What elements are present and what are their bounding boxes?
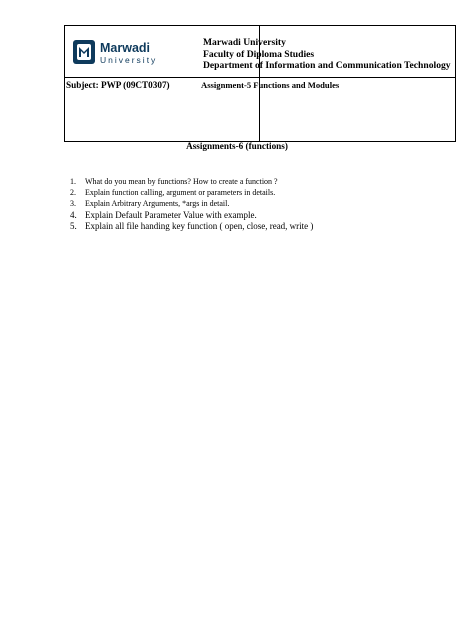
- table-row-divider: [65, 77, 455, 78]
- logo-name: Marwadi: [100, 41, 151, 55]
- subject-label: Subject: PWP (09CT0307): [66, 80, 170, 90]
- question-text: What do you mean by functions? How to create a function ?: [85, 177, 278, 186]
- faculty-name: Faculty of Diploma Studies: [203, 48, 315, 60]
- question-text: Explain function calling, argument or parameters in details.: [85, 188, 276, 198]
- question-text: Explain all file handing key function ( open, close, read, write ): [85, 220, 314, 231]
- org-block: [203, 37, 451, 72]
- marwadi-shield-logo-icon: [73, 40, 95, 64]
- question-number: 5.: [70, 220, 77, 231]
- question-number: 2.: [70, 188, 76, 198]
- question-number: 1.: [70, 177, 76, 186]
- question-text: Explain Arbitrary Arguments, *args in detail.: [85, 199, 230, 209]
- university-name: Marwadi University: [203, 37, 286, 48]
- department-name: Department of Information and Communication Technology: [203, 60, 451, 72]
- question-number: 3.: [70, 199, 76, 209]
- logo-sub: University: [100, 55, 158, 65]
- question-text: Explain Default Parameter Value with example.: [85, 209, 257, 220]
- assignment-label: Assignment-5 Functions and Modules: [201, 80, 340, 90]
- university-logo: [73, 40, 181, 66]
- assignment-title: Assignments-6 (functions): [186, 141, 288, 151]
- question-number: 4.: [70, 209, 77, 220]
